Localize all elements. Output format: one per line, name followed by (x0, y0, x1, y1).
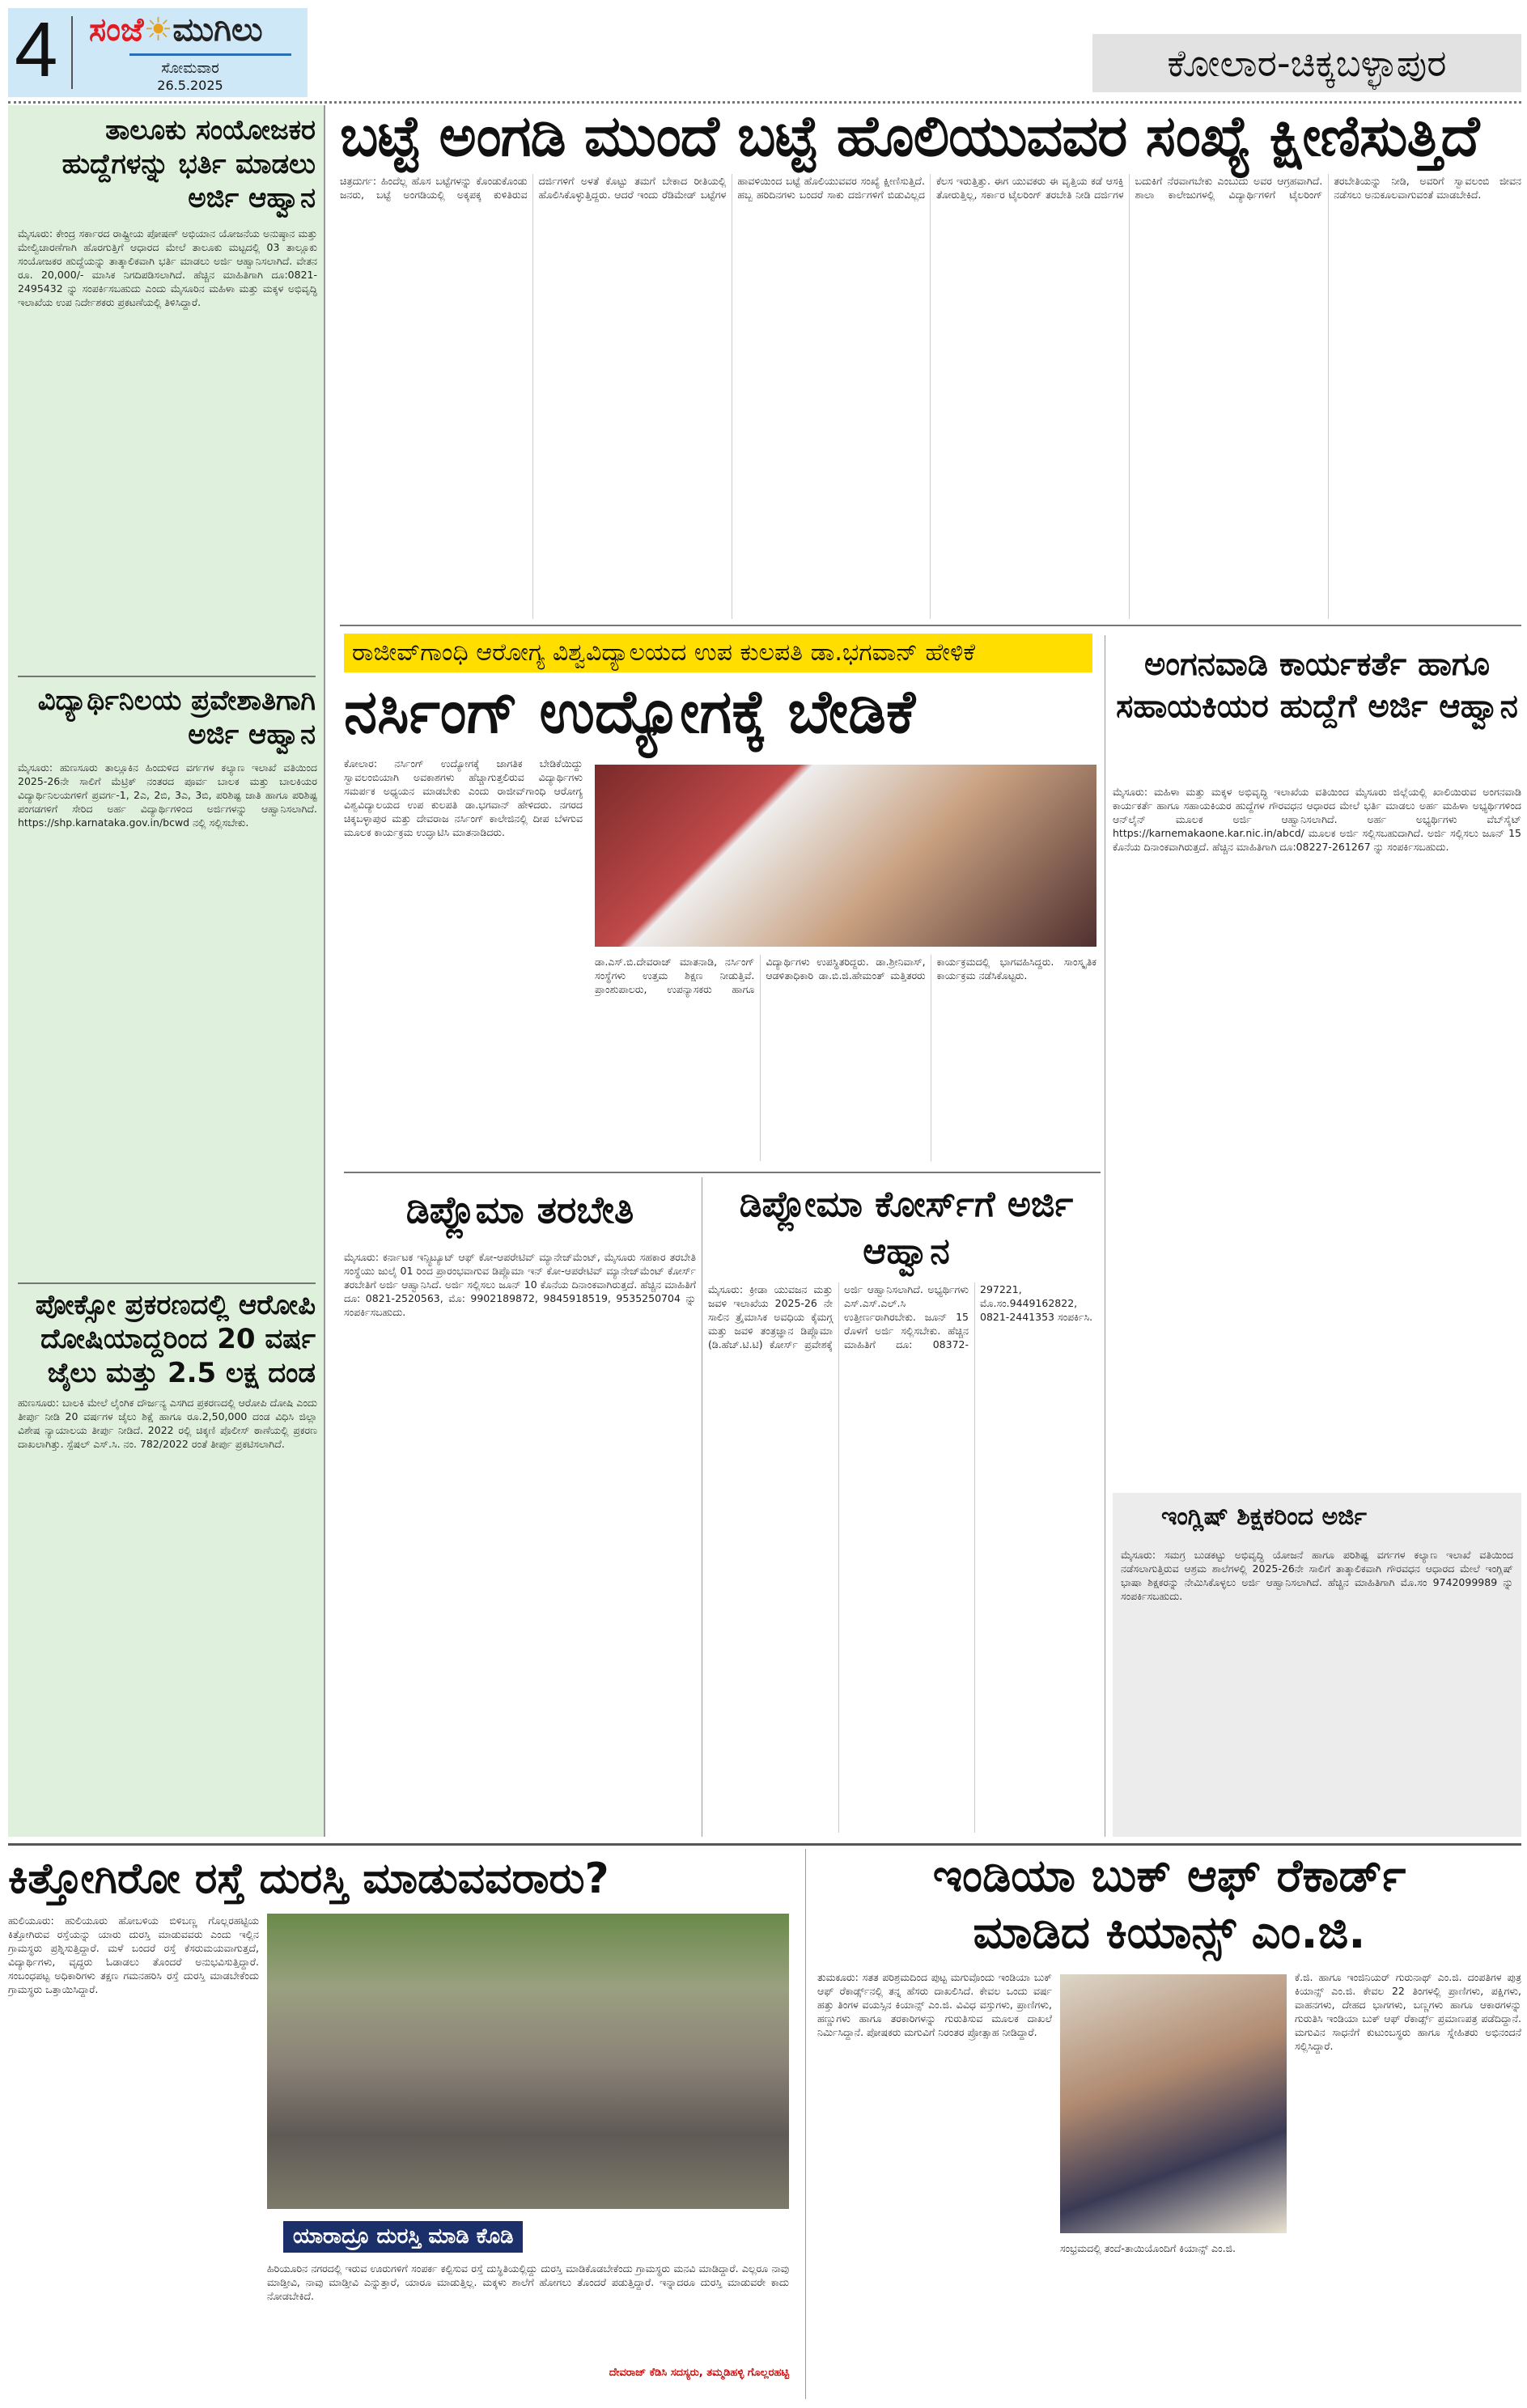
record-photo-caption: ಸಂಭ್ರಮದಲ್ಲಿ ತಂದೆ-ತಾಯಿಯೊಂದಿಗೆ ಕಿಯಾನ್ಸ್ ಎಂ.ಜಿ. (1060, 2242, 1236, 2254)
record-headline-line1: ಇಂಡಿಯಾ ಬುಕ್ ಆಫ್ ರೆಕಾರ್ಡ್ (932, 1850, 1406, 1902)
sun-icon: ☀ (143, 11, 173, 49)
nursing-body: ಕೋಲಾರ: ನರ್ಸಿಂಗ್ ಉದ್ಯೋಗಕ್ಕೆ ಜಾಗತಿಕ ಬೇಡಿಕೆಯಿದ್ದು ಸ್ವಾವಲಂಬಿಯಾಗಿ ಅವಕಾಶಗಳು ಹೆಚ್ಚಾಗುತ್ತಲಿರುವ ವಿದ್ಯಾರ್ಥಿಗಳು ಸಮರ್ಪಕ ಅಧ್ಯಯನ ಮಾಡಬೇಕು ಎಂದು ರಾಜೀವ್‌ಗಾಂಧಿ ಆರೋಗ್ಯ ವಿಶ್ವವಿದ್ಯಾಲಯದ ಉಪ ಕುಲಪತಿ ಡಾ.ಭಗವಾನ್ ಹೇಳಿದರು. ನಗರದ ಚಿಕ್ಕಬಳ್ಳಾಪುರ ಮತ್ತು ದೇವರಾಜ ನರ್ಸಿಂಗ್ ಕಾಲೇಜಿನಲ್ಲಿ ದೀಪ ಬೆಳಗುವ ಮೂಲಕ ಕಾರ್ಯಕ್ರಮ ಉದ್ಘಾಟಿಸಿ ಮಾತನಾಡಿದರು. (344, 757, 583, 838)
record-body-continued: ಕೆ.ಜಿ. ಹಾಗೂ ಇಂಜಿನಿಯರ್ ಗುರುನಾಥ್ ಎಂ.ಜಿ. ದಂಪತಿಗಳ ಪುತ್ರ ಕಿಯಾನ್ಸ್ ಎಂ.ಜಿ. ಕೇವಲ 22 ತಿಂಗಳಲ್ಲಿ ಪ್ರಾಣಿಗಳು, ಪಕ್ಷಿಗಳು, ವಾಹನಗಳು, ದೇಹದ ಭಾಗಗಳು, ಬಣ್ಣಗಳು ಹಾಗೂ ಆಕಾರಗಳನ್ನು ಗುರುತಿಸಿ ಇಂಡಿಯಾ ಬುಕ್ ಆಫ್ ರೆಕಾರ್ಡ್ಸ್ ಪ್ರಮಾಣಪತ್ರ ಪಡೆದಿದ್ದಾನೆ. ಮಗುವಿನ ಸಾಧನೆಗೆ ಕುಟುಂಬಸ್ಥರು ಹಾಗೂ ಸ್ನೇಹಿತರು ಅಭಿನಂದನೆ ಸಲ್ಲಿಸಿದ್ದಾರೆ. (1295, 1971, 1521, 2052)
credit: ದೇವರಾಜ್ ಕೆಡಿಸಿ ಸದಸ್ಯರು, ತಮ್ಮಡಿಹಳ್ಳಿ ಗೊಲ್ಲರಹಟ್ಟಿ (609, 2367, 789, 2379)
english-teacher-article (1113, 1493, 1521, 1837)
logo-part2: ಮುಗಿಲು (172, 11, 263, 49)
section-title: ಕೋಲಾರ-ಚಿಕ್ಕಬಳ್ಳಾಪುರ (1092, 34, 1521, 92)
section-divider (8, 1843, 1521, 1846)
diploma-training-body: ಮೈಸೂರು: ಕರ್ನಾಟಕ ಇನ್ಸ್ಟಿಟ್ಯೂಟ್ ಆಫ್ ಕೋ-ಆಪರೇಟಿವ್ ಮ್ಯಾನೇಜ್‌ಮೆಂಟ್, ಮೈಸೂರು ಸಹಕಾರ ತರಬೇತಿ ಸಂಸ್ಥೆಯು ಜುಲೈ 01 ರಿಂದ ಪ್ರಾರಂಭವಾಗುವ ಡಿಪ್ಲೊಮಾ ಇನ್ ಕೋ-ಆಪರೇಟಿವ್ ಮ್ಯಾನೇಜ್‌ಮೆಂಟ್ ಕೋರ್ಸ್ ತರಬೇತಿಗೆ ಅರ್ಜಿ ಆಹ್ವಾನಿಸಿದೆ. ಅರ್ಜಿ ಸಲ್ಲಿಸಲು ಜೂನ್ 10 ಕೊನೆಯ ದಿನಾಂಕವಾಗಿರುತ್ತದೆ. ಹೆಚ್ಚಿನ ಮಾಹಿತಿಗೆ ದೂ: 0821-2520563, ಮೊ: 9902189872, 9845918519, 9535250704 ನ್ನು ಸಂಪರ್ಕಿಸಬಹುದು. (344, 1251, 696, 1318)
issue-day: ಸೋಮವಾರ (161, 60, 219, 77)
caption-body: ಹಿರಿಯೂರಿನ ನಗರದಲ್ಲಿ ಇರುವ ಊರುಗಳಿಗೆ ಸಂಪರ್ಕ ಕಲ್ಪಿಸುವ ರಸ್ತೆ ದುಸ್ಥಿತಿಯಲ್ಲಿದ್ದು ದುರಸ್ತಿ ಮಾಡಿಕೊಡಬೇಕೆಂದು ಗ್ರಾಮಸ್ಥರು ಮನವಿ ಮಾಡಿದ್ದಾರೆ. ಎಲ್ಲರೂ ನಾವು ಮಾಡ್ತೀವಿ, ನಾವು ಮಾಡ್ತೀವಿ ಎನ್ನುತ್ತಾರೆ, ಯಾರೂ ಮಾಡುತ್ತಿಲ್ಲ. ಮಕ್ಕಳು ಶಾಲೆಗೆ ಹೋಗಲು ತೊಂದರೆ ಪಡುತ್ತಿದ್ದಾರೆ. ಇನ್ನಾದರೂ ದುರಸ್ತಿ ಮಾಡುವರೇ ಕಾದು ನೋಡಬೇಕಿದೆ. (267, 2262, 789, 2302)
road-body: ಹುಲಿಯೂರು: ಹುಲಿಯೂರು ಹೋಬಳಿಯ ಬಿಳಿಬಣ್ಣ ಗೊಲ್ಲರಹಟ್ಟಿಯ ಕಿತ್ತೋಗಿರುವ ರಸ್ತೆಯನ್ನು ಯಾರು ದುರಸ್ತಿ ಮಾಡುವವರು ಎಂದು ಇಲ್ಲಿನ ಗ್ರಾಮಸ್ಥರು ಪ್ರಶ್ನಿಸುತ್ತಿದ್ದಾರೆ. ಮಳೆ ಬಂದರೆ ರಸ್ತೆ ಕೆಸರುಮಯವಾಗುತ್ತದೆ, ವಿದ್ಯಾರ್ಥಿಗಳು, ವೃದ್ಧರು ಓಡಾಡಲು ತೊಂದರೆ ಅನುಭವಿಸುತ್ತಿದ್ದಾರೆ. ಸಂಬಂಧಪಟ್ಟ ಅಧಿಕಾರಿಗಳು ತಕ್ಷಣ ಗಮನಹರಿಸಿ ರಸ್ತೆ ದುರಸ್ತಿ ಮಾಡಬೇಕೆಂದು ಗ್ರಾಮಸ್ಥರು ಒತ್ತಾಯಿಸಿದ್ದಾರೆ. (8, 1914, 259, 1995)
nursing-event-photo (595, 765, 1096, 947)
article-headline: ತಾಲೂಕು ಸಂಯೋಜಕರ ಹುದ್ದೆಗಳನ್ನು ಭರ್ತಿ ಮಾಡಲು ಅರ್ಜಿ ಆಹ್ವಾನ (62, 114, 316, 214)
anganwadi-headline: ಅಂಗನವಾಡಿ ಕಾರ್ಯಕರ್ತೆ ಹಾಗೂ ಸಹಾಯಕಿಯರ ಹುದ್ದೆಗೆ ಅರ್ಜಿ ಆಹ್ವಾನ (1116, 646, 1518, 725)
nursing-headline: ನರ್ಸಿಂಗ್ ಉದ್ಯೋಗಕ್ಕೆ ಬೇಡಿಕೆ (344, 677, 916, 747)
logo-part1: ಸಂಜೆ (89, 11, 144, 49)
record-headline-line2: ಮಾಡಿದ ಕಿಯಾನ್ಸ್ ಎಂ.ಜಿ. (973, 1906, 1366, 1959)
column-rule (805, 1849, 806, 2399)
english-teacher-body: ಮೈಸೂರು: ಸಮಗ್ರ ಬುಡಕಟ್ಟು ಅಭಿವೃದ್ಧಿ ಯೋಜನೆ ಹಾಗೂ ಪರಿಶಿಷ್ಟ ವರ್ಗಗಳ ಕಲ್ಯಾಣ ಇಲಾಖೆ ವತಿಯಿಂದ ನಡೆಸಲಾಗುತ್ತಿರುವ ಆಶ್ರಮ ಶಾಲೆಗಳಲ್ಲಿ 2025-26ನೇ ಸಾಲಿಗೆ ತಾತ್ಕಾಲಿಕವಾಗಿ ಗೌರವಧನ ಆಧಾರದ ಮೇಲೆ ಇಂಗ್ಲಿಷ್ ಭಾಷಾ ಶಿಕ್ಷಕರನ್ನು ನೇಮಿಸಿಕೊಳ್ಳಲು ಅರ್ಜಿ ಆಹ್ವಾನಿಸಲಾಗಿದೆ. ಹೆಚ್ಚಿನ ಮಾಹಿತಿಗಾಗಿ ಮೊ.ಸಂ 9742099989 ನ್ನು ಸಂಪರ್ಕಿಸಬಹುದು. (1121, 1549, 1513, 1602)
article-body: ಹುಣಸೂರು: ಬಾಲಕಿ ಮೇಲೆ ಲೈಂಗಿಕ ದೌರ್ಜನ್ಯ ಎಸಗಿದ ಪ್ರಕರಣದಲ್ಲಿ ಆರೋಪಿ ದೋಷಿ ಎಂದು ತೀರ್ಪು ನೀಡಿ 20 ವರ್ಷಗಳ ಜೈಲು ಶಿಕ್ಷೆ ಹಾಗೂ ರೂ.2,50,000 ದಂಡ ವಿಧಿಸಿ ಜಿಲ್ಲಾ ವಿಶೇಷ ನ್ಯಾಯಾಲಯ ತೀರ್ಪು ನೀಡಿದೆ. 2022 ರಲ್ಲಿ ಚಿಕ್ಕಣಿ ಪೊಲೀಸ್ ಠಾಣೆಯಲ್ಲಿ ಪ್ರಕರಣ ದಾಖಲಾಗಿತ್ತು. ಸ್ಪೆಷಲ್ ಎಸ್.ಸಿ. ನಂ. 782/2022 ರಂತೆ ತೀರ್ಪು ಪ್ರಕಟಿಸಲಾಗಿದೆ. (18, 1397, 317, 1450)
road-headline: ಕಿತ್ತೋಗಿರೋ ರಸ್ತೆ ದುರಸ್ತಿ ಮಾಡುವವರಾರು? (8, 1855, 609, 1903)
english-teacher-headline: ಇಂಗ್ಲಿಷ್ ಶಿಕ್ಷಕರಿಂದ ಅರ್ಜಿ (1161, 1503, 1367, 1531)
caption-title: ಯಾರಾದ್ರೂ ದುರಸ್ತಿ ಮಾಡಿ ಕೊಡಿ (283, 2221, 523, 2253)
article-body: ಮೈಸೂರು: ಕೇಂದ್ರ ಸರ್ಕಾರದ ರಾಷ್ಟ್ರೀಯ ಪೋಷಣ್ ಅಭಿಯಾನ ಯೋಜನೆಯ ಅನುಷ್ಠಾನ ಮತ್ತು ಮೇಲ್ವಿಚಾರಣೆಗಾಗಿ ಹೊರಗುತ್ತಿಗೆ ಆಧಾರದ ಮೇಲೆ ತಾಲೂಕು ಮಟ್ಟದಲ್ಲಿ 03 ತಾಲ್ಲೂಕು ಸಂಯೋಜಕರ ಹುದ್ದೆಯನ್ನು ತಾತ್ಕಾಲಿಕವಾಗಿ ಭರ್ತಿ ಮಾಡಲು ಅರ್ಜಿ ಆಹ್ವಾನಿಸಲಾಗಿದೆ. ವೇತನ ರೂ. 20,000/- ಮಾಸಿಕ ನಿಗದಿಪಡಿಸಲಾಗಿದೆ. ಹೆಚ್ಚಿನ ಮಾಹಿತಿಗಾಗಿ ದೂ:0821-2495432 ನ್ನು ಸಂಪರ್ಕಿಸಬಹುದು ಎಂದು ಮೈಸೂರಿನ ಮಹಿಳಾ ಮತ್ತು ಮಕ್ಕಳ ಅಭಿವೃದ್ಧಿ ಇಲಾಖೆಯ ಉಪ ನಿರ್ದೇಶಕರು ಪ್ರಕಟಣೆಯಲ್ಲಿ ತಿಳಿಸಿದ್ದಾರೆ. (18, 227, 317, 308)
lead-body: ಚಿತ್ರದುರ್ಗ: ಹಿಂದೆಲ್ಲ ಹೊಸ ಬಟ್ಟೆಗಳನ್ನು ಕೊಂಡುಕೊಂಡು ಜನರು, ಬಟ್ಟೆ ಅಂಗಡಿಯಲ್ಲಿ ಅಕ್ಕಪಕ್ಕ ಕುಳಿತಿರುವ ದರ್ಜಿಗಳಿಗೆ ಅಳತೆ ಕೊಟ್ಟು ತಮಗೆ ಬೇಕಾದ ರೀತಿಯಲ್ಲಿ ಹೊಲಿಸಿಕೊಳ್ಳುತ್ತಿದ್ದರು. ಆದರೆ ಇಂದು ರೆಡಿಮೇಡ್ ಬಟ್ಟೆಗಳ ಹಾವಳಿಯಿಂದ ಬಟ್ಟೆ ಹೊಲಿಯುವವರ ಸಂಖ್ಯೆ ಕ್ಷೀಣಿಸುತ್ತಿದೆ. ಹಬ್ಬ ಹರಿದಿನಗಳು ಬಂದರೆ ಸಾಕು ದರ್ಜಿಗಳಿಗೆ ಬಿಡುವಿಲ್ಲದ ಕೆಲಸ ಇರುತ್ತಿತ್ತು. ಈಗ ಯುವಕರು ಈ ವೃತ್ತಿಯ ಕಡೆ ಆಸಕ್ತಿ ತೋರುತ್ತಿಲ್ಲ, ಸರ್ಕಾರ ಟೈಲರಿಂಗ್ ತರಬೇತಿ ನೀಡಿ ದರ್ಜಿಗಳ ಬದುಕಿಗೆ ನೆರವಾಗಬೇಕು ಎಂಬುದು ಅವರ ಆಗ್ರಹವಾಗಿದೆ. ಶಾಲಾ ಕಾಲೇಜುಗಳಲ್ಲಿ ವಿದ್ಯಾರ್ಥಿಗಳಿಗೆ ಟೈಲರಿಂಗ್ ತರಬೇತಿಯನ್ನು ನೀಡಿ, ಅವರಿಗೆ ಸ್ವಾವಲಂಬಿ ಜೀವನ ನಡೆಸಲು ಅನುಕೂಲವಾಗುವಂತೆ ಮಾಡಬೇಕಿದೆ. (340, 175, 1521, 201)
diploma-training-headline: ಡಿಪ್ಲೊಮಾ ತರಬೇತಿ (405, 1188, 634, 1232)
family-photo (1060, 1974, 1287, 2233)
logo-underline (129, 53, 291, 56)
nursing-kicker: ರಾಜೀವ್‌ಗಾಂಧಿ ಆರೋಗ್ಯ ವಿಶ್ವವಿದ್ಯಾಲಯದ ಉಪ ಕುಲಪತಿ ಡಾ.ಭಗವಾನ್ ಹೇಳಿಕೆ (344, 634, 1092, 672)
article-headline: ಪೋಕ್ಸೋ ಪ್ರಕರಣದಲ್ಲಿ ಆರೋಪಿ ದೋಷಿಯಾದ್ದರಿಂದ 20 ವರ್ಷ ಜೈಲು ಮತ್ತು 2.5 ಲಕ್ಷ ದಂಡ (35, 1289, 316, 1389)
article-body: ಮೈಸೂರು: ಹುಣಸೂರು ತಾಲ್ಲೂಕಿನ ಹಿಂದುಳಿದ ವರ್ಗಗಳ ಕಲ್ಯಾಣ ಇಲಾಖೆ ವತಿಯಿಂದ 2025-26ನೇ ಸಾಲಿಗೆ ಮೆಟ್ರಿಕ್ ನಂತರದ ಪೂರ್ವ ಬಾಲಕ ಮತ್ತು ಬಾಲಕಿಯರ ವಿದ್ಯಾರ್ಥಿನಿಲಯಗಳಿಗೆ ಪ್ರವರ್ಗ-1, 2ಎ, 2ಬಿ, 3ಎ, 3ಬಿ, ಪರಿಶಿಷ್ಟ ಜಾತಿ ಹಾಗೂ ಪರಿಶಿಷ್ಟ ಪಂಗಡಗಳಿಗೆ ಸೇರಿದ ಅರ್ಹ ವಿದ್ಯಾರ್ಥಿಗಳಿಂದ ಅರ್ಜಿಗಳನ್ನು ಆಹ್ವಾನಿಸಲಾಗಿದೆ. https://shp.karnataka.gov.in/bcwd ನಲ್ಲಿ ಸಲ್ಲಿಸಬೇಕು. (18, 761, 317, 829)
divider (18, 1282, 316, 1284)
page-number: 4 (15, 6, 58, 93)
newspaper-logo (89, 11, 263, 49)
nursing-body-continued: ಡಾ.ಎಸ್.ಬಿ.ದೇವರಾಜ್ ಮಾತನಾಡಿ, ನರ್ಸಿಂಗ್ ಸಂಸ್ಥೆಗಳು ಉತ್ತಮ ಶಿಕ್ಷಣ ನೀಡುತ್ತಿವೆ. ಪ್ರಾಂಶುಪಾಲರು, ಉಪನ್ಯಾಸಕರು ಹಾಗೂ ವಿದ್ಯಾರ್ಥಿಗಳು ಉಪಸ್ಥಿತರಿದ್ದರು. ಡಾ.ಶ್ರೀನಿವಾಸ್, ಆಡಳಿತಾಧಿಕಾರಿ ಡಾ.ಬಿ.ಜಿ.ಹೇಮಂತ್ ಮತ್ತಿತರರು ಕಾರ್ಯಕ್ರಮದಲ್ಲಿ ಭಾಗವಹಿಸಿದ್ದರು. ಸಾಂಸ್ಕೃತಿಕ ಕಾರ್ಯಕ್ರಮ ನಡೆಸಿಕೊಟ್ಟರು. (595, 956, 1096, 995)
diploma-course-headline: ಡಿಪ್ಲೋಮಾ ಕೋರ್ಸ್‌ಗೆ ಅರ್ಜಿ ಆಹ್ವಾನ (739, 1184, 1074, 1272)
issue-date: 26.5.2025 (157, 78, 223, 93)
divider (18, 676, 316, 677)
diploma-course-body: ಮೈಸೂರು: ಕ್ರೀಡಾ ಯುವಜನ ಮತ್ತು ಜವಳಿ ಇಲಾಖೆಯ 2025-26 ನೇ ಸಾಲಿನ ತ್ರೈಮಾಸಿಕ ಅವಧಿಯ ಕೈಮಗ್ಗ ಮತ್ತು ಜವಳಿ ತಂತ್ರಜ್ಞಾನ ಡಿಪ್ಲೊಮಾ (ಡಿ.ಹೆಚ್.ಟಿ.ಟಿ) ಕೋರ್ಸ್ ಪ್ರವೇಶಕ್ಕೆ ಅರ್ಜಿ ಆಹ್ವಾನಿಸಲಾಗಿದೆ. ಅಭ್ಯರ್ಥಿಗಳು ಎಸ್.ಎಸ್.ಎಲ್.ಸಿ ಉತ್ತೀರ್ಣರಾಗಿರಬೇಕು. ಜೂನ್ 15 ರೊಳಗೆ ಅರ್ಜಿ ಸಲ್ಲಿಸಬೇಕು. ಹೆಚ್ಚಿನ ಮಾಹಿತಿಗೆ ದೂ: 08372-297221, ಮೊ.ಸಂ.9449162822, 0821-2441353 ಸಂಪರ್ಕಿಸಿ. (708, 1283, 1093, 1350)
anganwadi-body: ಮೈಸೂರು: ಮಹಿಳಾ ಮತ್ತು ಮಕ್ಕಳ ಅಭಿವೃದ್ಧಿ ಇಲಾಖೆಯ ವತಿಯಿಂದ ಮೈಸೂರು ಜಿಲ್ಲೆಯಲ್ಲಿ ಖಾಲಿಯಿರುವ ಅಂಗನವಾಡಿ ಕಾರ್ಯಕರ್ತೆ ಹಾಗೂ ಸಹಾಯಕಿಯರ ಹುದ್ದೆಗಳ ಗೌರವಧನ ಆಧಾರದ ಮೇಲೆ ಭರ್ತಿ ಮಾಡಲು ಅರ್ಹ ಮಹಿಳಾ ಅಭ್ಯರ್ಥಿಗಳಿಂದ ಆನ್‌ಲೈನ್ ಮೂಲಕ ಅರ್ಜಿ ಆಹ್ವಾನಿಸಲಾಗಿದೆ. ಅರ್ಹ ಅಭ್ಯರ್ಥಿಗಳು ವೆಬ್‌ಸೈಟ್ https://karnemakaone.kar.nic.in/abcd/ ಮೂಲಕ ಅರ್ಜಿ ಸಲ್ಲಿಸಬಹುದಾಗಿದೆ. ಅರ್ಜಿ ಸಲ್ಲಿಸಲು ಜೂನ್ 15 ಕೊನೆಯ ದಿನಾಂಕವಾಗಿರುತ್ತದೆ. ಹೆಚ್ಚಿನ ಮಾಹಿತಿಗಾಗಿ ದೂ:08227-261267 ನ್ನು ಸಂಪರ್ಕಿಸಬಹುದು. (1113, 786, 1521, 853)
damaged-road-photo (267, 1914, 789, 2209)
record-body: ತುಮಕೂರು: ಸತತ ಪರಿಶ್ರಮದಿಂದ ಪುಟ್ಟ ಮಗುವೊಂದು ಇಂಡಿಯಾ ಬುಕ್ ಆಫ್ ರೆಕಾರ್ಡ್ಸ್‌ನಲ್ಲಿ ತನ್ನ ಹೆಸರು ದಾಖಲಿಸಿದೆ. ಕೇವಲ ಒಂದು ವರ್ಷ ಹತ್ತು ತಿಂಗಳ ವಯಸ್ಸಿನ ಕಿಯಾನ್ಸ್ ಎಂ.ಜಿ. ವಿವಿಧ ವಸ್ತುಗಳು, ಪ್ರಾಣಿಗಳು, ಹಣ್ಣುಗಳು ಹಾಗೂ ತರಕಾರಿಗಳನ್ನು ಗುರುತಿಸುವ ಮೂಲಕ ದಾಖಲೆ ನಿರ್ಮಿಸಿದ್ದಾನೆ. ಪೋಷಕರು ಮಗುವಿಗೆ ನಿರಂತರ ಪ್ರೋತ್ಸಾಹ ನೀಡಿದ್ದಾರೆ. (817, 1971, 1052, 2038)
photo-credit (453, 2367, 789, 2379)
masthead-divider (71, 16, 73, 89)
left-column (8, 105, 325, 1837)
divider (344, 1172, 1101, 1173)
lead-headline: ಬಟ್ಟೆ ಅಂಗಡಿ ಮುಂದೆ ಬಟ್ಟೆ ಹೊಲಿಯುವವರ ಸಂಖ್ಯೆ ಕ್ಷೀಣಿಸುತ್ತಿದೆ (340, 103, 1479, 169)
article-headline: ವಿದ್ಯಾರ್ಥಿನಿಲಯ ಪ್ರವೇಶಾತಿಗಾಗಿ ಅರ್ಜಿ ಆಹ್ವಾನ (37, 685, 316, 751)
anganwadi-article (1113, 643, 1521, 1485)
divider (340, 625, 1521, 626)
